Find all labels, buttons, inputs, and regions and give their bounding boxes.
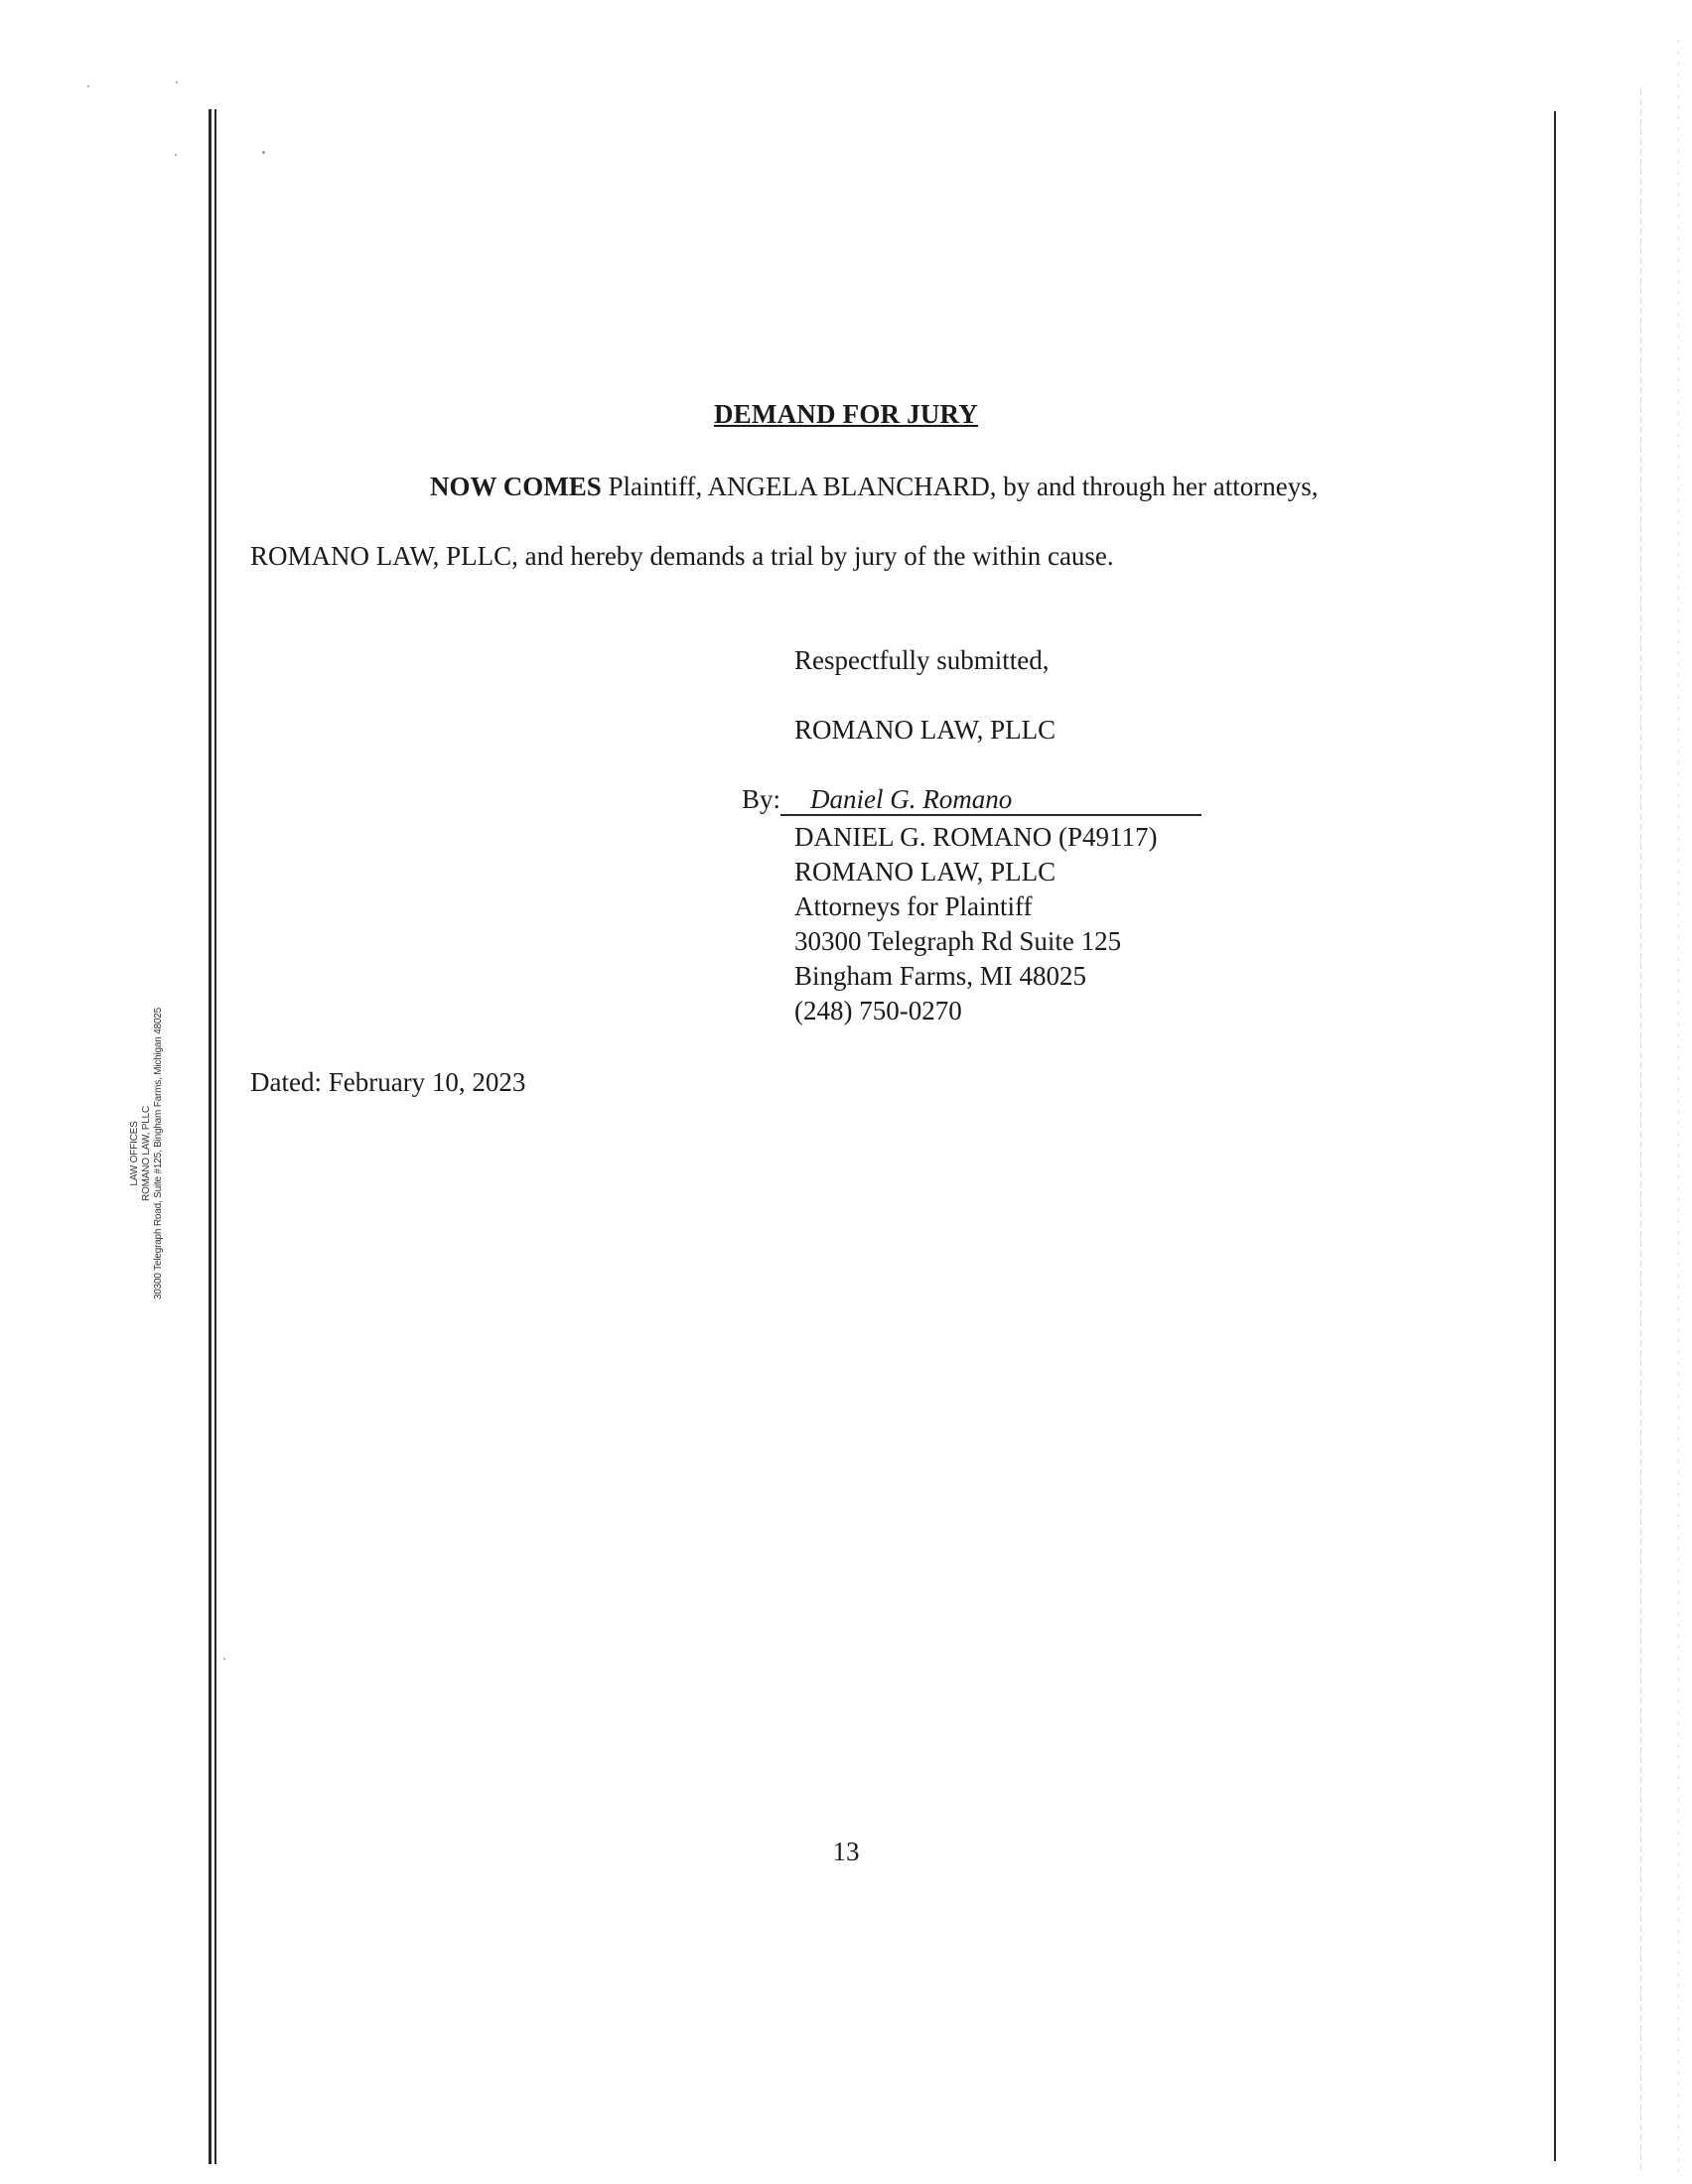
signature-block (794, 820, 1157, 1028)
page-number: 13 (832, 1837, 860, 1866)
dated-line: Dated: February 10, 2023 (250, 1067, 526, 1097)
signature-block-line: 30300 Telegraph Rd Suite 125 (794, 926, 1122, 956)
signature-block-line: DANIEL G. ROMANO (P49117) (794, 822, 1158, 852)
closing-phrase: Respectfully submitted, (794, 645, 1050, 675)
firm-stamp-line: ROMANO LAW, PLLC (141, 1106, 152, 1201)
document-title: DEMAND FOR JURY (713, 399, 979, 429)
by-label: By: (742, 784, 781, 814)
paragraph-lead: NOW COMES (430, 472, 602, 501)
scan-speck (87, 85, 89, 87)
signature-name: Daniel G. Romano (810, 784, 1013, 814)
signature-block-line: Bingham Farms, MI 48025 (794, 961, 1086, 991)
scan-speck (175, 154, 177, 156)
paragraph-line-1-rest: Plaintiff, ANGELA BLANCHARD, by and through her attorneys, (601, 472, 1319, 501)
firm-stamp-line: LAW OFFICES (129, 1121, 140, 1186)
firm-stamp-line: 30300 Telegraph Road, Suite #125, Bingham Farms, Michigan 48025 (153, 1007, 164, 1300)
paragraph-line-2: ROMANO LAW, PLLC, and hereby demands a trial by jury of the within cause. (250, 541, 1114, 571)
signature-block-line: (248) 750-0270 (794, 996, 962, 1025)
signature-row (742, 784, 1201, 818)
signature-block-line: Attorneys for Plaintiff (794, 891, 1033, 921)
signature-block-line: ROMANO LAW, PLLC (794, 857, 1057, 887)
scan-speck (223, 1658, 225, 1660)
paragraph-line-1 (430, 472, 1318, 502)
signature-line (780, 784, 1201, 816)
firm-name: ROMANO LAW, PLLC (794, 715, 1057, 745)
scan-speck (176, 81, 178, 83)
scan-speck (262, 151, 265, 154)
